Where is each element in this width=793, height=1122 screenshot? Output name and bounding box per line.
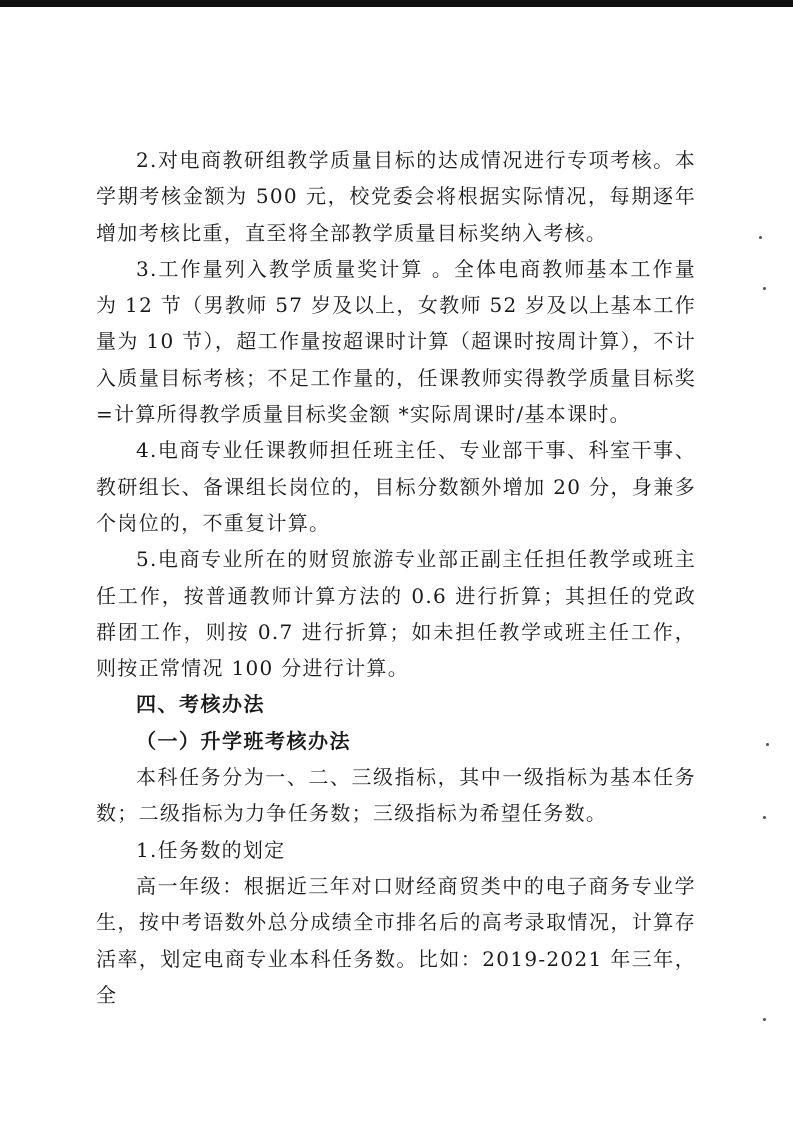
paragraph-workload: 3.工作量列入教学质量奖计算 。全体电商教师基本工作量为 12 节（男教师 57 岁及以上，女教师 52 岁及以上基本工作量为 10 节），超工作量按超课时计算（超课时按周计算），不计入质量目标考核；不足工作量的，任课教师实得教学质量目标奖=计算所得教学质量目标奖金额 *实际周课时/基本课时。: [96, 256, 696, 427]
paragraph-grade-one: 高一年级：根据近三年对口财经商贸类中的电子商务专业学生，按中考语数外总分成绩全市排名后的高考录取情况，计算存活率，划定电商专业本科任务数。比如：2019-2021 年三年，全: [96, 873, 696, 1007]
document-body: [96, 142, 696, 1013]
scan-speck: [759, 236, 762, 239]
scan-speck: [763, 287, 766, 290]
paragraph-task-levels: 本科任务分为一、二、三级指标，其中一级指标为基本任务数；二级指标为力争任务数；三级指标为希望任务数。: [96, 765, 696, 826]
paragraph-assessment-amount: 2.对电商教研组教学质量目标的达成情况进行专项考核。本学期考核金额为 500 元，校党委会将根据实际情况，每期逐年增加考核比重，直至将全部教学质量目标奖纳入考核。: [96, 148, 696, 245]
paragraph-task-division-title: 1.任务数的划定: [136, 837, 286, 862]
subsection-heading-promotion-class: （一）升学班考核办法: [136, 728, 351, 753]
paragraph-extra-positions: 4.电商专业任课教师担任班主任、专业部干事、科室干事、教研组长、备课组长岗位的，目标分数额外增加 20 分，身兼多个岗位的，不重复计算。: [96, 438, 696, 535]
scan-top-border: [0, 0, 793, 7]
scan-speck: [763, 816, 766, 819]
scan-speck: [766, 743, 769, 746]
section-heading-assessment-method: 四、考核办法: [136, 692, 265, 717]
paragraph-department-heads: 5.电商专业所在的财贸旅游专业部正副主任担任教学或班主任工作，按普通教师计算方法的 0.6 进行折算；其担任的党政群团工作，则按 0.7 进行折算；如未担任教学或班主任工作，则按正常情况 100 分进行计算。: [96, 547, 696, 681]
scan-speck: [763, 1018, 766, 1021]
